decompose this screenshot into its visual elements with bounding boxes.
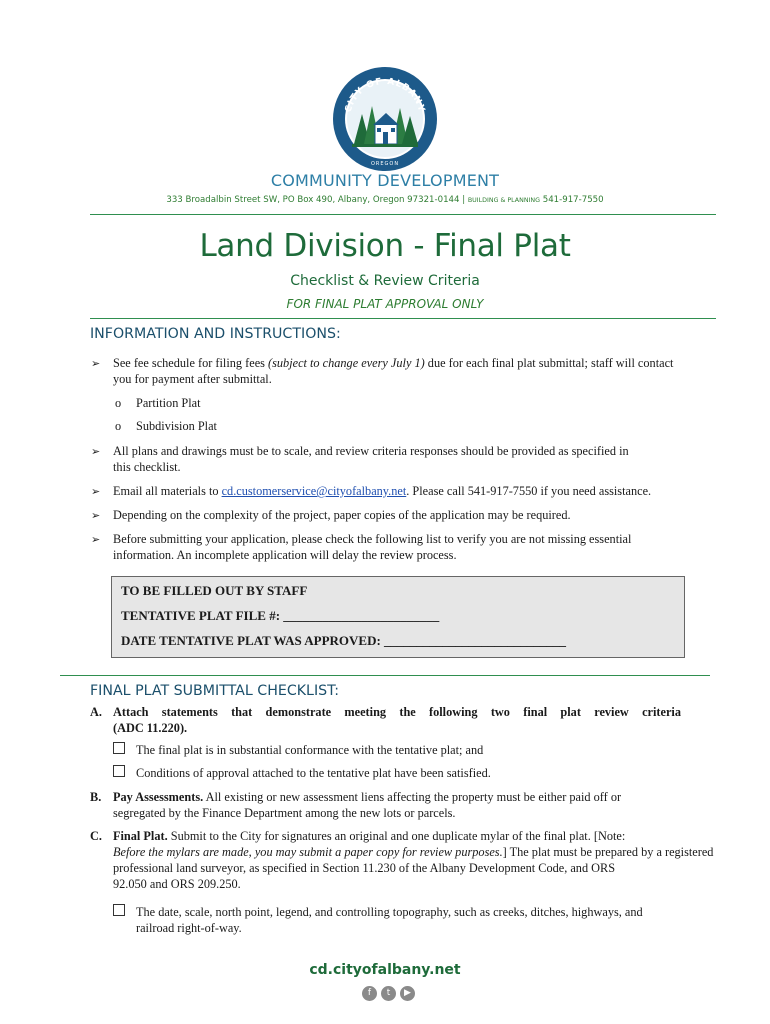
approval-note: FOR FINAL PLAT APPROVAL ONLY — [286, 297, 484, 311]
info-bullet-scale: All plans and drawings must be to scale, and review criteria responses should be provided as specified in this checklist. — [113, 444, 629, 474]
checkbox-date-scale-north[interactable] — [113, 904, 125, 916]
checkbox-conditions-approval[interactable] — [113, 765, 125, 777]
info-heading: INFORMATION AND INSTRUCTIONS: — [90, 326, 341, 342]
info-bullet-paper: Depending on the complexity of the project, paper copies of the application may be required. — [113, 508, 571, 522]
city-of-albany-logo — [332, 66, 438, 172]
logo-text-bottom: OREGON — [370, 161, 400, 167]
page-subtitle: Checklist & Review Criteria — [290, 273, 480, 289]
title-rule — [90, 318, 716, 319]
sub-bullet-subdivision: Subdivision Plat — [136, 419, 217, 433]
logo-text-top: CITY OF ALBANY — [343, 76, 427, 114]
sub-bullet-marker: o — [115, 396, 122, 410]
staff-box — [111, 576, 685, 658]
checkbox-label: The final plat is in substantial conformance with the tentative plat; and — [136, 743, 484, 757]
arrow-bullet-icon: ➢ — [91, 534, 101, 546]
sub-bullet-partition: Partition Plat — [136, 396, 201, 410]
facebook-icon[interactable]: f — [362, 986, 377, 1001]
item-c-label: C. — [90, 829, 102, 843]
item-b-label: B. — [90, 790, 102, 804]
checkbox-label: The date, scale, north point, legend, and controlling topography, such as creeks, ditches, highways, and railroad right-of-way. — [136, 905, 643, 935]
item-a-text-line2: (ADC 11.220). — [113, 721, 188, 735]
youtube-icon[interactable]: ▶ — [400, 986, 415, 1001]
department-name: COMMUNITY DEVELOPMENT — [270, 171, 500, 190]
arrow-bullet-icon: ➢ — [91, 446, 101, 458]
checklist-heading: FINAL PLAT SUBMITTAL CHECKLIST: — [90, 683, 340, 699]
sub-bullet-marker: o — [115, 419, 122, 433]
info-bullet-email: Email all materials to cd.customerservice@cityofalbany.net. Please call 541-917-7550 if you need assistance. — [113, 484, 652, 498]
email-link[interactable]: cd.customerservice@cityofalbany.net — [221, 484, 407, 498]
checkbox-substantial-conformance[interactable] — [113, 742, 125, 754]
twitter-icon[interactable]: t — [381, 986, 396, 1001]
item-a-label: A. — [90, 705, 102, 719]
arrow-bullet-icon: ➢ — [91, 486, 101, 498]
item-c-text: Final Plat. Submit to the City for signatures an original and one duplicate mylar of the final plat. [Note: Before the mylars are made, you may submit a paper copy for review purposes.] The plat must be prepared by a registered professional land surveyor, as specified in Section 11.230 of the Albany Development Code, and ORS 92.050 and ORS 209.250. — [113, 829, 714, 891]
staff-box-title: TO BE FILLED OUT BY STAFF — [121, 583, 308, 598]
header-rule — [90, 214, 716, 215]
info-bullet-verify: Before submitting your application, please check the following list to verify you are not missing essential information. An incomplete application will delay the review process. — [113, 532, 632, 562]
arrow-bullet-icon: ➢ — [91, 510, 101, 522]
tentative-plat-date-field[interactable]: DATE TENTATIVE PLAT WAS APPROVED: ____________________________ — [121, 633, 567, 648]
footer-url[interactable]: cd.cityofalbany.net — [309, 962, 461, 978]
checklist-rule — [60, 675, 710, 676]
item-a-text: Attach statements that demonstrate meeting the following two final plat review criteria — [113, 705, 681, 719]
item-b-text: Pay Assessments. All existing or new assessment liens affecting the property must be either paid off or segregated by the Finance Department among the new lots or parcels. — [113, 790, 622, 820]
department-address: 333 Broadalbin Street SW, PO Box 490, Albany, Oregon 97321-0144 | BUILDING & PLANNING 541-917-7550 — [166, 195, 604, 205]
page-title: Land Division - Final Plat — [199, 228, 571, 264]
checkbox-label: Conditions of approval attached to the tentative plat have been satisfied. — [136, 766, 491, 780]
info-bullet-fees: See fee schedule for filing fees (subject to change every July 1) due for each final plat submittal; staff will contact you for payment after submittal. — [113, 356, 674, 386]
arrow-bullet-icon: ➢ — [91, 358, 101, 370]
tentative-plat-file-field[interactable]: TENTATIVE PLAT FILE #: ________________________ — [121, 608, 440, 623]
